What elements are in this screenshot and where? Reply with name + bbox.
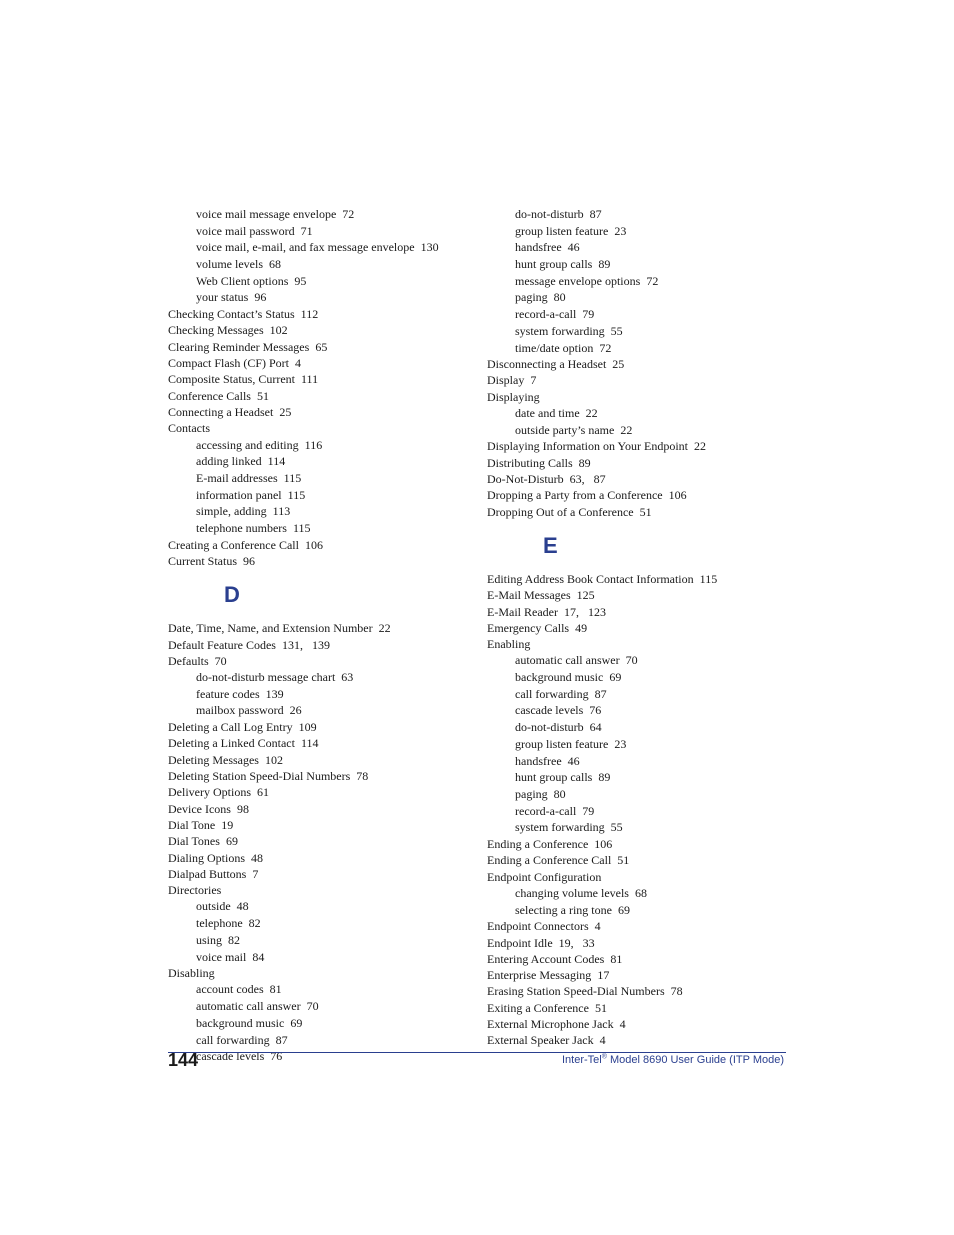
index-term: selecting a ring tone [515, 902, 612, 917]
index-term: Conference Calls [168, 388, 251, 403]
index-entry [487, 967, 807, 983]
index-subentry [168, 470, 468, 487]
page-reference: 69 [617, 902, 630, 917]
index-subentry [168, 686, 468, 703]
page-reference: 115 [283, 470, 302, 485]
index-term: Deleting Station Speed-Dial Numbers [168, 769, 351, 784]
footer-brand: Inter-Tel [561, 1054, 602, 1066]
index-subentry [487, 306, 807, 323]
index-subentry [487, 206, 807, 223]
index-term: Enabling [487, 637, 531, 652]
page-reference: 78 [670, 984, 683, 999]
index-term: Disabling [168, 966, 215, 981]
index-entry [487, 935, 807, 951]
page-reference: 26 [289, 703, 302, 718]
index-term: Connecting a Headset [168, 404, 274, 419]
index-entry [168, 355, 468, 371]
index-entry [168, 637, 468, 653]
index-entry [487, 455, 807, 471]
page-reference: 63 [341, 670, 354, 685]
page-reference: 22 [585, 406, 598, 421]
page-reference: 25 [612, 357, 625, 372]
index-term: Do-Not-Disturb [487, 472, 564, 487]
index-term: E-Mail Messages [487, 588, 571, 603]
page-reference: 98 [236, 801, 249, 816]
index-term: do-not-disturb [515, 207, 584, 221]
index-term: Dial Tone [168, 817, 216, 832]
index-term: Editing Address Book Contact Information [487, 571, 694, 586]
index-subentry [487, 223, 807, 240]
page-reference: 17 [597, 968, 610, 983]
index-term: Enterprise Messaging [487, 968, 592, 983]
page-reference: 48 [251, 850, 263, 865]
index-term: voice mail, e-mail, and fax message envelope [196, 240, 415, 255]
page-reference: 22 [378, 621, 391, 636]
index-subentry [487, 753, 807, 770]
index-entry [487, 487, 807, 503]
index-term: do-not-disturb [515, 720, 584, 735]
page-reference: 102 [269, 323, 288, 338]
index-subentry [487, 702, 807, 719]
index-entry [168, 752, 468, 768]
page-reference: 65 [315, 339, 328, 354]
page-reference: 49 [575, 620, 588, 635]
index-term: voice mail password [196, 223, 295, 238]
index-entry [487, 983, 807, 999]
index-term: cascade levels [196, 1049, 265, 1064]
page-reference: 106 [304, 537, 323, 552]
index-entry [487, 571, 807, 587]
index-entry [487, 918, 807, 934]
page-reference: 25 [279, 404, 292, 419]
index-term: Erasing Station Speed-Dial Numbers [487, 984, 665, 999]
page-reference: 69 [225, 834, 238, 849]
index-term: volume levels [196, 257, 263, 272]
index-subentry [168, 1048, 468, 1065]
page-reference: 46 [567, 240, 580, 255]
index-term: Web Client options [196, 273, 289, 288]
index-term: your status [196, 290, 249, 305]
index-term: Defaults [168, 653, 209, 668]
index-entry [168, 653, 468, 669]
page-reference: 89 [598, 770, 611, 785]
page-reference: 113 [272, 504, 291, 519]
index-term: Dropping a Party from a Conference [487, 488, 663, 503]
index-entry [487, 1032, 807, 1048]
page-reference: 55 [610, 323, 623, 338]
page-reference: 89 [578, 455, 591, 470]
index-term: Disconnecting a Headset [487, 357, 607, 372]
page-reference: 72 [646, 273, 659, 288]
index-term: External Speaker Jack [487, 1033, 594, 1048]
page-reference: 95 [294, 273, 307, 288]
page-reference: 80 [553, 290, 566, 305]
index-term: Endpoint Connectors [487, 919, 589, 934]
index-term: E-mail addresses [196, 470, 278, 485]
index-subentry [168, 898, 468, 915]
index-term: system forwarding [515, 820, 605, 835]
index-term: adding linked [196, 454, 262, 469]
index-term: mailbox password [196, 703, 284, 718]
index-term: handsfree [515, 753, 562, 768]
page-reference: 4 [594, 919, 601, 934]
index-term: automatic call answer [515, 653, 620, 668]
page-reference: 72 [342, 207, 355, 221]
index-entry [168, 371, 468, 387]
index-term: Checking Messages [168, 323, 264, 338]
index-term: group listen feature [515, 736, 609, 751]
index-term: Dialpad Buttons [168, 866, 247, 881]
index-term: paging [515, 786, 548, 801]
index-entry [487, 438, 807, 454]
page-reference: 79 [582, 803, 595, 818]
index-entry [168, 553, 468, 569]
page-reference: 81 [269, 982, 282, 997]
index-term: Delivery Options [168, 785, 251, 800]
index-term: Entering Account Codes [487, 951, 605, 966]
index-entry [168, 801, 468, 817]
index-entry [487, 869, 807, 885]
index-term: Checking Contact’s Status [168, 307, 295, 322]
index-subentry [168, 289, 468, 306]
page-reference: 64 [589, 720, 602, 735]
page-reference: 106 [594, 836, 613, 851]
page-reference: 87 [594, 686, 607, 701]
page-reference: 46 [567, 753, 580, 768]
index-subentry [487, 669, 807, 686]
page-reference: 116 [304, 437, 323, 452]
index-term: Displaying [487, 389, 540, 404]
index-subentry [487, 902, 807, 919]
page-reference: 87 [275, 1032, 288, 1047]
index-term: Deleting Messages [168, 752, 259, 767]
page-reference: 68 [634, 885, 647, 900]
index-entry [168, 850, 468, 866]
index-term: account codes [196, 982, 264, 997]
index-subentry [487, 422, 807, 439]
index-term: telephone numbers [196, 520, 287, 535]
index-entry [487, 836, 807, 852]
index-term: date and time [515, 406, 580, 421]
page-reference: 78 [356, 769, 369, 784]
index-term: cascade levels [515, 703, 584, 718]
index-column-right [487, 206, 807, 1049]
page-reference: 89 [598, 257, 611, 272]
index-term: information panel [196, 487, 282, 502]
index-term: voice mail message envelope [196, 207, 337, 221]
index-term: handsfree [515, 240, 562, 255]
index-term: outside party’s name [515, 422, 615, 437]
page-reference: 76 [270, 1049, 283, 1064]
index-subentry [487, 405, 807, 422]
index-entry [487, 389, 807, 405]
index-entry [487, 356, 807, 372]
page-reference: 115 [287, 487, 306, 502]
index-subentry [168, 503, 468, 520]
index-term: External Microphone Jack [487, 1017, 614, 1032]
index-subentry [168, 206, 468, 223]
index-subentry [168, 998, 468, 1015]
page-reference: 7 [530, 373, 537, 388]
index-subentry [487, 803, 807, 820]
index-term: accessing and editing [196, 437, 299, 452]
index-term: do-not-disturb message chart [196, 670, 336, 685]
index-subentry [168, 915, 468, 932]
page-reference: 114 [300, 736, 319, 751]
index-term: feature codes [196, 686, 260, 701]
section-letter: E [543, 532, 558, 558]
index-term: telephone [196, 916, 243, 931]
index-term: E-Mail Reader [487, 604, 558, 619]
registered-mark: ® [601, 1053, 607, 1061]
index-subentry [168, 520, 468, 537]
index-subentry [168, 453, 468, 470]
index-entry [168, 719, 468, 735]
page-reference: 115 [292, 520, 311, 535]
index-entry [168, 817, 468, 833]
index-entry [168, 420, 468, 436]
page-reference: 63, 87 [569, 472, 606, 487]
index-subentry [168, 273, 468, 290]
page-reference: 70 [214, 653, 227, 668]
index-term: paging [515, 290, 548, 305]
index-term: call forwarding [196, 1032, 270, 1047]
page-reference: 7 [252, 866, 259, 881]
footer-divider [168, 1052, 786, 1053]
page-reference: 23 [614, 736, 627, 751]
page-reference: 23 [614, 223, 627, 238]
index-entry [168, 833, 468, 849]
index-term: Deleting a Linked Contact [168, 736, 295, 751]
index-term: time/date option [515, 340, 594, 355]
page-reference: 115 [699, 571, 718, 586]
index-subentry [487, 289, 807, 306]
index-subentry [487, 652, 807, 669]
page-reference: 51 [256, 388, 269, 403]
footer-title [562, 1054, 784, 1066]
page-reference: 80 [553, 786, 566, 801]
page-reference: 96 [243, 553, 255, 568]
page-reference: 111 [301, 372, 319, 387]
page-reference: 106 [668, 488, 687, 503]
page-reference: 139 [265, 686, 284, 701]
index-entry [487, 504, 807, 520]
index-entry [168, 404, 468, 420]
index-term: record-a-call [515, 307, 577, 322]
index-subentry [487, 340, 807, 357]
index-subentry [168, 1015, 468, 1032]
page-reference: 82 [248, 916, 261, 931]
index-subentry [168, 223, 468, 240]
index-entry [487, 852, 807, 868]
page-reference: 51 [594, 1000, 607, 1015]
index-subentry [168, 702, 468, 719]
index-term: Date, Time, Name, and Extension Number [168, 621, 373, 636]
page-reference: 79 [582, 307, 595, 322]
index-entry [487, 372, 807, 388]
page-reference: 51 [617, 853, 630, 868]
index-subentry [168, 487, 468, 504]
page-reference: 69 [290, 1015, 303, 1030]
index-entry [168, 322, 468, 338]
index-term: Creating a Conference Call [168, 537, 299, 552]
index-term: background music [515, 670, 604, 685]
index-entry [168, 537, 468, 553]
page-reference: 22 [694, 439, 706, 454]
page-reference: 76 [589, 703, 602, 718]
index-entry [487, 951, 807, 967]
index-term: Endpoint Configuration [487, 869, 602, 884]
index-term: Dropping Out of a Conference [487, 504, 634, 519]
page-reference: 72 [599, 340, 612, 355]
index-term: simple, adding [196, 504, 267, 519]
index-entry [487, 471, 807, 487]
index-entry [168, 866, 468, 882]
index-term: Emergency Calls [487, 620, 570, 635]
index-subentry [487, 273, 807, 290]
index-subentry [168, 239, 468, 256]
page-reference: 48 [236, 899, 249, 914]
page-reference: 82 [228, 932, 241, 947]
page-reference: 87 [589, 207, 602, 221]
page-reference: 19 [221, 817, 234, 832]
page-reference: 70 [625, 653, 638, 668]
page-reference: 70 [306, 999, 319, 1014]
index-term: Display [487, 373, 525, 388]
page-reference: 112 [300, 307, 319, 322]
index-subentry [168, 1032, 468, 1049]
index-entry [168, 965, 468, 981]
index-subentry [487, 819, 807, 836]
page-reference: 84 [252, 949, 265, 964]
index-term: group listen feature [515, 223, 609, 238]
index-entry [487, 1016, 807, 1032]
index-subentry [168, 437, 468, 454]
page-reference: 69 [609, 670, 622, 685]
page-reference: 61 [257, 785, 269, 800]
index-subentry [168, 669, 468, 686]
index-term: record-a-call [515, 803, 577, 818]
page-reference: 109 [298, 720, 317, 735]
index-term: Dial Tones [168, 834, 220, 849]
index-term: background music [196, 1015, 285, 1030]
page-reference: 96 [254, 290, 267, 305]
index-term: Dialing Options [168, 850, 245, 865]
index-entry [168, 306, 468, 322]
index-entry [168, 620, 468, 636]
page-reference: 4 [599, 1033, 606, 1048]
index-term: Clearing Reminder Messages [168, 339, 310, 354]
index-term: Current Status [168, 553, 237, 568]
index-term: Contacts [168, 421, 210, 436]
index-term: using [196, 932, 223, 947]
page-reference: 17, 123 [563, 604, 606, 619]
index-term: Deleting a Call Log Entry [168, 720, 293, 735]
index-entry [487, 636, 807, 652]
index-term: message envelope options [515, 273, 641, 288]
page-reference: 22 [620, 422, 633, 437]
page-reference: 114 [267, 454, 286, 469]
index-subentry [487, 719, 807, 736]
index-subentry [487, 885, 807, 902]
index-subentry [168, 981, 468, 998]
index-term: automatic call answer [196, 999, 301, 1014]
index-entry [487, 604, 807, 620]
index-column-left [168, 206, 468, 1065]
page-reference: 51 [639, 504, 652, 519]
index-term: Default Feature Codes [168, 637, 276, 652]
page-reference: 55 [610, 820, 623, 835]
index-subentry [487, 323, 807, 340]
index-subentry [168, 256, 468, 273]
index-subentry [168, 949, 468, 966]
index-term: Compact Flash (CF) Port [168, 356, 290, 371]
page-reference: 81 [610, 951, 623, 966]
index-entry [168, 784, 468, 800]
index-subentry [487, 786, 807, 803]
index-entry [487, 587, 807, 603]
index-term: call forwarding [515, 686, 589, 701]
index-entry [487, 1000, 807, 1016]
index-subentry [487, 239, 807, 256]
page-reference: 4 [619, 1017, 626, 1032]
index-term: changing volume levels [515, 885, 629, 900]
index-term: Displaying Information on Your Endpoint [487, 439, 688, 454]
page-reference: 125 [576, 588, 595, 603]
index-term: Exiting a Conference [487, 1000, 589, 1015]
index-term: Distributing Calls [487, 455, 573, 470]
index-term: Ending a Conference Call [487, 853, 612, 868]
page-reference: 130 [420, 240, 439, 255]
page-number: 144 [168, 1050, 199, 1070]
footer-title-rest: Model 8690 User Guide (ITP Mode) [606, 1054, 784, 1066]
index-entry [168, 735, 468, 751]
index-term: Ending a Conference [487, 836, 589, 851]
index-subentry [487, 736, 807, 753]
index-term: hunt group calls [515, 257, 593, 272]
index-term: Composite Status, Current [168, 372, 295, 387]
index-entry [168, 388, 468, 404]
index-term: system forwarding [515, 323, 605, 338]
page-reference: 131, 139 [281, 637, 330, 652]
index-entry [487, 620, 807, 636]
index-term: Endpoint Idle [487, 935, 553, 950]
page-reference: 102 [264, 752, 283, 767]
index-term: voice mail [196, 949, 247, 964]
section-letter: D [224, 582, 240, 608]
page-reference: 71 [300, 223, 313, 238]
index-entry [168, 339, 468, 355]
index-term: Directories [168, 883, 222, 898]
index-entry [168, 882, 468, 898]
index-term: outside [196, 899, 231, 914]
index-term: hunt group calls [515, 770, 593, 785]
index-subentry [487, 256, 807, 273]
index-subentry [487, 769, 807, 786]
index-entry [168, 768, 468, 784]
index-term: Device Icons [168, 801, 231, 816]
page-reference: 68 [268, 257, 281, 272]
index-subentry [487, 686, 807, 703]
index-subentry [168, 932, 468, 949]
page-reference: 19, 33 [558, 935, 595, 950]
page-reference: 4 [295, 356, 302, 371]
